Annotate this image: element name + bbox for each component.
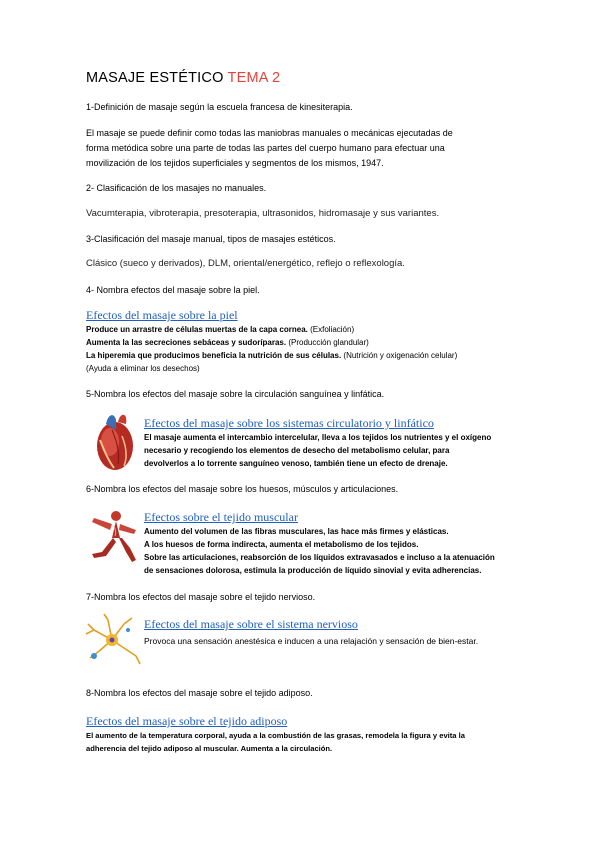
nervous-effects-link[interactable]: Efectos del masaje sobre el sistema nervioso	[144, 617, 358, 631]
title-accent: TEMA 2	[227, 70, 281, 86]
adipose-effect-line-1: El aumento de la temperatura corporal, ayuda a la combustión de las grasas, remodela la figura y evita la	[86, 731, 465, 740]
question-1-heading: 1-Definición de masaje según la escuela francesa de kinesiterapia.	[86, 102, 353, 112]
question-2-answer: Vacumterapia, vibroterapia, presoterapia, ultrasonidos, hidromasaje y sus variantes.	[86, 208, 440, 219]
question-5-heading: 5-Nombra los efectos del masaje sobre la circulación sanguínea y linfática.	[86, 389, 385, 399]
skin-effect-line-2: Aumenta la las secreciones sebáceas y sudoríparas. (Producción glandular)	[86, 338, 369, 347]
question-3-answer: Clásico (sueco y derivados), DLM, oriental/energético, reflejo o reflexología.	[86, 258, 405, 269]
question-1-line-1: El masaje se puede definir como todas las maniobras manuales o mecánicas ejecutadas de	[86, 128, 453, 138]
adipose-effects-link[interactable]: Efectos del masaje sobre el tejido adiposo	[86, 714, 288, 728]
neuron-illustration-icon	[84, 612, 142, 670]
muscle-effect-line-4: de sensaciones dolorosa, estimula la producción de líquido sinovial y evita adherencias.	[144, 566, 482, 575]
skin-effects-link[interactable]: Efectos del masaje sobre la piel	[86, 308, 238, 322]
circulatory-effects-link[interactable]: Efectos del masaje sobre los sistemas circulatorio y linfático	[144, 416, 434, 430]
skin-effect-line-3: La hiperemia que producimos beneficia la nutrición de sus células. (Nutrición y oxigenación celular)	[86, 351, 458, 360]
nervous-effect-line: Provoca una sensación anestésica e inducen a una relajación y sensación de bien-estar.	[144, 636, 479, 646]
question-7-heading: 7-Nombra los efectos del masaje sobre el tejido nervioso.	[86, 592, 316, 602]
title-main: MASAJE ESTÉTICO	[86, 70, 224, 86]
adipose-effect-line-2: adherencia del tejido adiposo al muscular. Aumenta a la circulación.	[86, 744, 333, 753]
muscle-effect-line-2: A los huesos de forma indirecta, aumenta el metabolismo de los tejidos.	[144, 540, 419, 549]
circulatory-effect-line-1: El masaje aumenta el intercambio intercelular, lleva a los tejidos los nutrientes y el oxígeno	[144, 433, 492, 442]
question-4-heading: 4- Nombra efectos del masaje sobre la piel.	[86, 285, 260, 295]
skin-effect-line-1: Produce un arrastre de células muertas de la capa cornea. (Exfoliación)	[86, 325, 355, 334]
question-6-heading: 6-Nombra los efectos del masaje sobre los huesos, músculos y articulaciones.	[86, 484, 399, 494]
circulatory-effect-line-3: devolverlos a lo torrente sanguíneo venoso, también tiene un efecto de drenaje.	[144, 459, 448, 468]
heart-illustration-icon	[92, 410, 138, 474]
question-1-line-3: movilización de los tejidos superficiales y segmentos de los mismos, 1947.	[86, 158, 384, 168]
skin-effect-line-4: (Ayuda a eliminar los desechos)	[86, 364, 200, 373]
muscle-effect-line-3: Sobre las articulaciones, reabsorción de los líquidos extravasados e incluso a la atenuación	[144, 553, 495, 562]
question-3-heading: 3-Clasificación del masaje manual, tipos de masajes estéticos.	[86, 234, 336, 244]
question-1-line-2: forma metódica sobre una parte de todas las partes del cuerpo humano para efectuar una	[86, 143, 445, 153]
muscle-figure-illustration-icon	[86, 508, 140, 564]
muscle-effects-link[interactable]: Efectos sobre el tejido muscular	[144, 510, 298, 524]
question-8-heading: 8-Nombra los efectos del masaje sobre el tejido adiposo.	[86, 688, 313, 698]
question-2-heading: 2- Clasificación de los masajes no manuales.	[86, 183, 267, 193]
circulatory-effect-line-2: necesario y recogiendo los elementos de desecho del metabolismo celular, para	[144, 446, 450, 455]
page-title	[86, 70, 280, 86]
muscle-effect-line-1: Aumento del volumen de las fibras musculares, las hace más firmes y elásticas.	[144, 527, 449, 536]
